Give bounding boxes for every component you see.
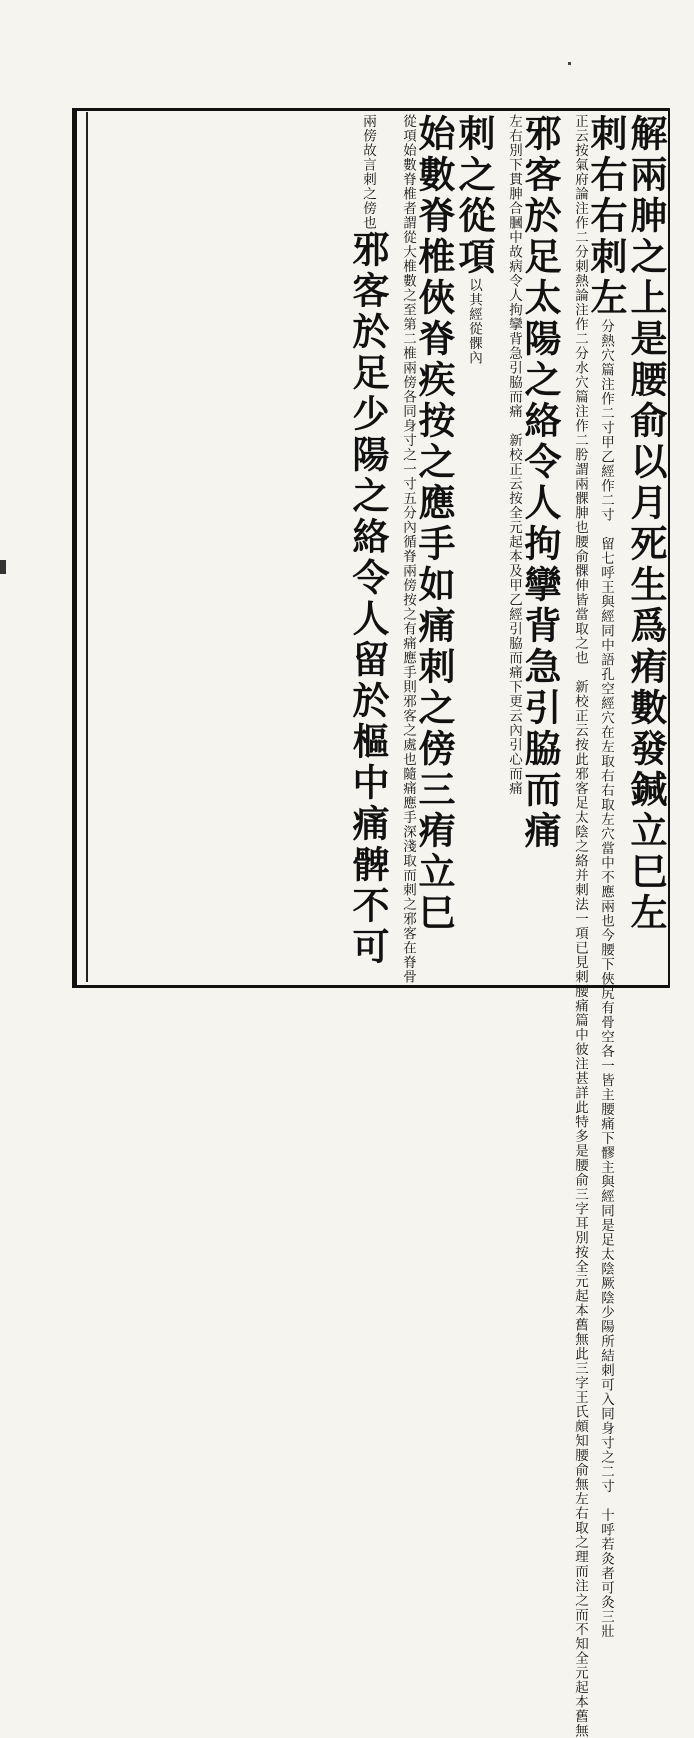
text-column-2 (584, 114, 628, 1639)
text-column-5-commentary: 左右別下貫胂合膕中故病令人拘攣背急引脇而痛 新校正云按全元起本及甲乙經引脇而痛下更云內引心而痛 (506, 114, 522, 796)
column-6-commentary: 以其經從髁內 (466, 278, 482, 365)
text-column-8-commentary: 從項始數脊椎者謂從大椎數之至第二椎兩傍各同身寸之一寸五分內循脊兩傍按之有痛應手則邪客之處也隨痛應手深淺取而刺之邪客在脊骨 (400, 114, 416, 984)
column-9-main-text: 邪客於足少陽之絡令人留於樞中痛髀不可 (346, 230, 390, 968)
ink-speck (568, 62, 571, 65)
page-edge-mark (0, 560, 6, 574)
column-6-main-text: 刺之從項 (452, 114, 496, 278)
text-column-7: 始數脊椎俠脊疾按之應手如痛刺之傍三痏立巳 (412, 114, 456, 934)
text-column-9 (348, 114, 388, 976)
text-column-1: 解兩胂之上是腰俞以月死生爲痏數發鍼立巳左 (624, 114, 668, 934)
column-2-commentary: 分熱穴篇注作二寸甲乙經作二寸 留七呼王與經同中語孔空經穴在左取右右取左穴當中不應兩也今腰下俠尻有骨空各一皆主腰痛下髎主與經同是足太陰厥陰少陽所結刺可入同身寸之二寸 十呼若灸者可灸三壯 (598, 319, 614, 1639)
column-2-main-text: 刺右右刺左 (584, 114, 628, 319)
column-9-commentary: 兩傍故言刺之傍也 (360, 114, 376, 230)
text-columns (90, 114, 668, 1738)
text-column-6 (454, 114, 494, 976)
inner-border-rule (86, 112, 88, 982)
text-column-3-commentary: 正云按氣府論注作二分刺熱論注作二分水穴篇注作二肹謂兩髁胂也腰俞髁伸皆當取之也 新校正云按此邪客足太陰之絡并刺法一項已見刺腰痛篇中彼注甚詳此特多是腰俞三字耳別按全元起本舊無此三字王氏頗知腰俞無左右取之理而注之而不知全元起本舊無 (572, 114, 588, 1738)
text-column-4: 邪客於足太陽之絡令人拘攣背急引脇而痛 (518, 114, 562, 852)
